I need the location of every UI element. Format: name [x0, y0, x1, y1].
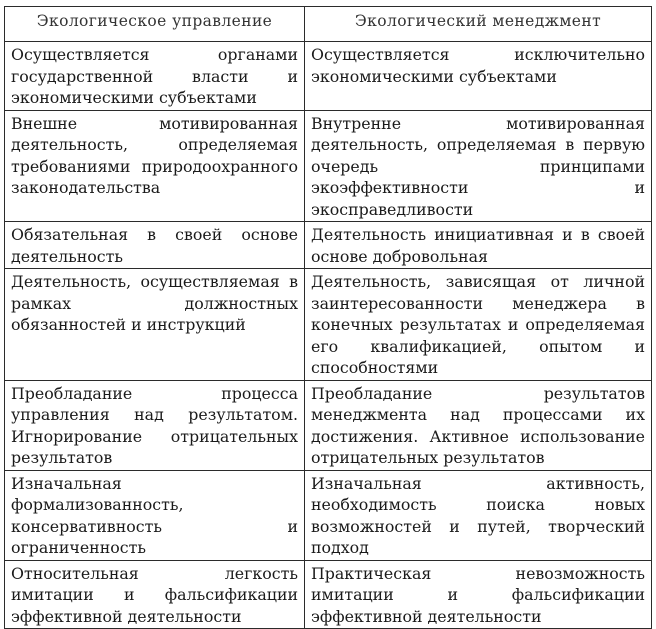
comparison-table — [4, 6, 652, 629]
cell-left: Деятельность, осуществляемая в рамках должностных обязанностей и инструкций — [5, 269, 305, 381]
cell-right: Осуществляется исключительно экономическими субъектами — [305, 42, 652, 111]
cell-right: Деятельность, зависящая от личной заинтересованности менеджера в конечных результатах и определяемая его квалификацией, опытом и способностями — [305, 269, 652, 381]
table-header-row — [5, 7, 652, 42]
header-ecological-management: Экологическое управление — [5, 7, 305, 42]
table-row — [5, 42, 652, 111]
cell-right: Преобладание результатов менеджмента над процессами их достижения. Активное использование отрицательных результатов — [305, 380, 652, 470]
table-row — [5, 560, 652, 629]
cell-left: Внешне мотивированная деятельность, определяемая требованиями природоохранного законодательства — [5, 110, 305, 222]
table-row — [5, 470, 652, 560]
cell-left: Обязательная в своей основе деятельность — [5, 222, 305, 269]
table-row — [5, 269, 652, 381]
cell-left: Относительная легкость имитации и фальсификации эффективной деятельности — [5, 560, 305, 629]
header-ecological-menedzhment: Экологический менеджмент — [305, 7, 652, 42]
cell-left: Преобладание процесса управления над результатом. Игнорирование отрицательных результатов — [5, 380, 305, 470]
table-row — [5, 110, 652, 222]
cell-left: Осуществляется органами государственной власти и экономическими субъектами — [5, 42, 305, 111]
cell-right: Внутренне мотивированная деятельность, определяемая в первую очередь принципами экоэффективности и экосправедливости — [305, 110, 652, 222]
cell-right: Изначальная активность, необходимость поиска новых возможностей и путей, творческий подход — [305, 470, 652, 560]
cell-right: Деятельность инициативная и в своей основе добровольная — [305, 222, 652, 269]
table-row — [5, 222, 652, 269]
cell-left: Изначальная формализованность, консервативность и ограниченность — [5, 470, 305, 560]
cell-right: Практическая невозможность имитации и фальсификации эффективной деятельности — [305, 560, 652, 629]
table-row — [5, 380, 652, 470]
